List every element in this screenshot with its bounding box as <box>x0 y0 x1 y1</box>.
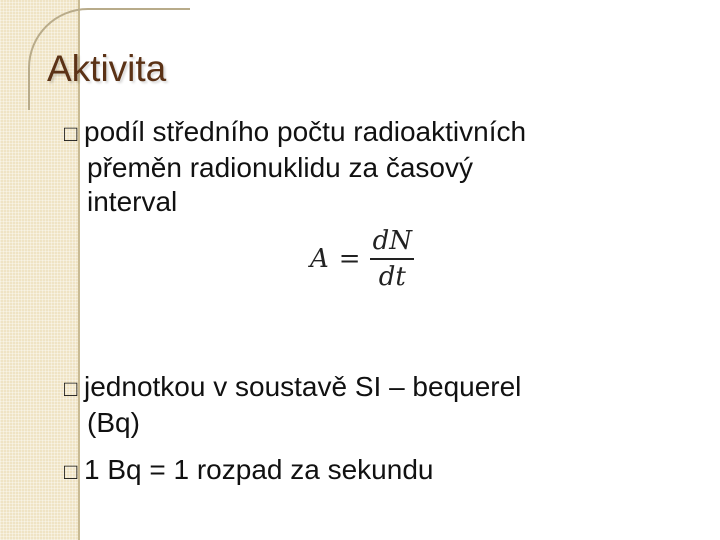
bullet-definition <box>64 115 526 219</box>
bullet-icon: □ <box>64 459 78 484</box>
formula-numerator: dN <box>372 226 412 256</box>
activity-formula <box>310 226 416 292</box>
slide-title: Aktivita <box>47 48 167 89</box>
bullet-text-line: (Bq) <box>87 407 140 438</box>
bullet-unit <box>64 370 521 440</box>
bullet-text-line: 1 Bq = 1 rozpad za sekundu <box>84 454 434 485</box>
bullet-text-line: jednotkou v soustavě SI – bequerel <box>84 371 522 402</box>
formula-lhs: A <box>310 244 329 274</box>
formula-fraction <box>369 226 416 292</box>
bullet-icon: □ <box>64 121 78 146</box>
bullet-text-line: přeměn radionuklidu za časový <box>87 152 473 183</box>
bullet-text-line: podíl středního počtu radioaktivních <box>84 116 527 147</box>
bullet-unit-definition <box>64 453 433 489</box>
formula-denominator: dt <box>378 262 406 292</box>
bullet-icon: □ <box>64 376 78 401</box>
formula-equals: = <box>338 244 361 274</box>
bullet-text-line: interval <box>87 186 178 217</box>
